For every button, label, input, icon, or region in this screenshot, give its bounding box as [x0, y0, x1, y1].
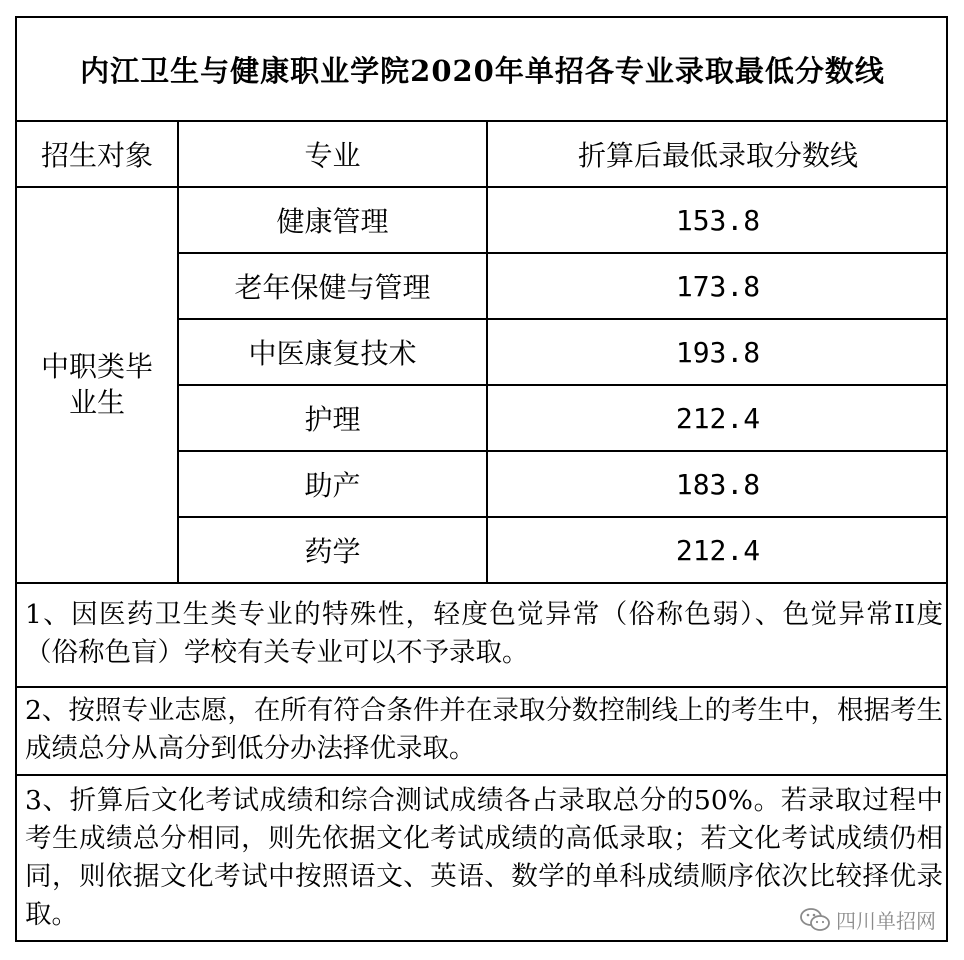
- target-group-cell: [17, 188, 177, 582]
- table-row-major: 护理: [304, 403, 361, 436]
- divider: [17, 582, 948, 584]
- watermark: [800, 905, 936, 934]
- divider: [17, 686, 948, 688]
- table-row-major: 健康管理: [276, 205, 389, 238]
- table-row-score: 183.8: [675, 467, 761, 501]
- header-min-score: 折算后最低录取分数线: [577, 139, 858, 172]
- header-target-group: 招生对象: [40, 139, 153, 172]
- table-row-score: 153.8: [675, 203, 761, 237]
- note-1: 1、因医药卫生类专业的特殊性，轻度色觉异常（俗称色弱）、色觉异常II度（俗称色盲）学校有关专业可以不予录取。: [25, 599, 943, 668]
- admission-score-sheet: [15, 16, 948, 942]
- header-major: 专业: [304, 139, 361, 172]
- wechat-icon: [800, 907, 830, 933]
- table-row-score: 212.4: [675, 533, 761, 567]
- note-3: 3、折算后文化考试成绩和综合测试成绩各占录取总分的50%。若录取过程中考生成绩总分相同，则先依据文化考试成绩的高低录取；若文化考试成绩仍相同，则依据文化考试中按照语文、英语、数学的单科成绩顺序依次比较择优录取。: [25, 785, 943, 930]
- table-row-score: 193.8: [675, 335, 761, 369]
- watermark-text: 四川单招网: [836, 909, 936, 933]
- note-2: 2、按照专业志愿，在所有符合条件并在录取分数控制线上的考生中，根据考生成绩总分从高分到低分办法择优录取。: [25, 695, 943, 764]
- target-group-label: 中职类毕业生: [40, 350, 153, 419]
- table-row-major: 药学: [304, 535, 361, 568]
- table-row-score: 212.4: [675, 401, 761, 435]
- table-row-major: 中医康复技术: [248, 337, 417, 370]
- table-row-score: 173.8: [675, 269, 761, 303]
- divider: [17, 774, 948, 776]
- table-row-major: 老年保健与管理: [234, 271, 431, 304]
- table-row-major: 助产: [304, 469, 361, 502]
- page-title: 内江卫生与健康职业学院2020年单招各专业录取最低分数线: [80, 53, 885, 88]
